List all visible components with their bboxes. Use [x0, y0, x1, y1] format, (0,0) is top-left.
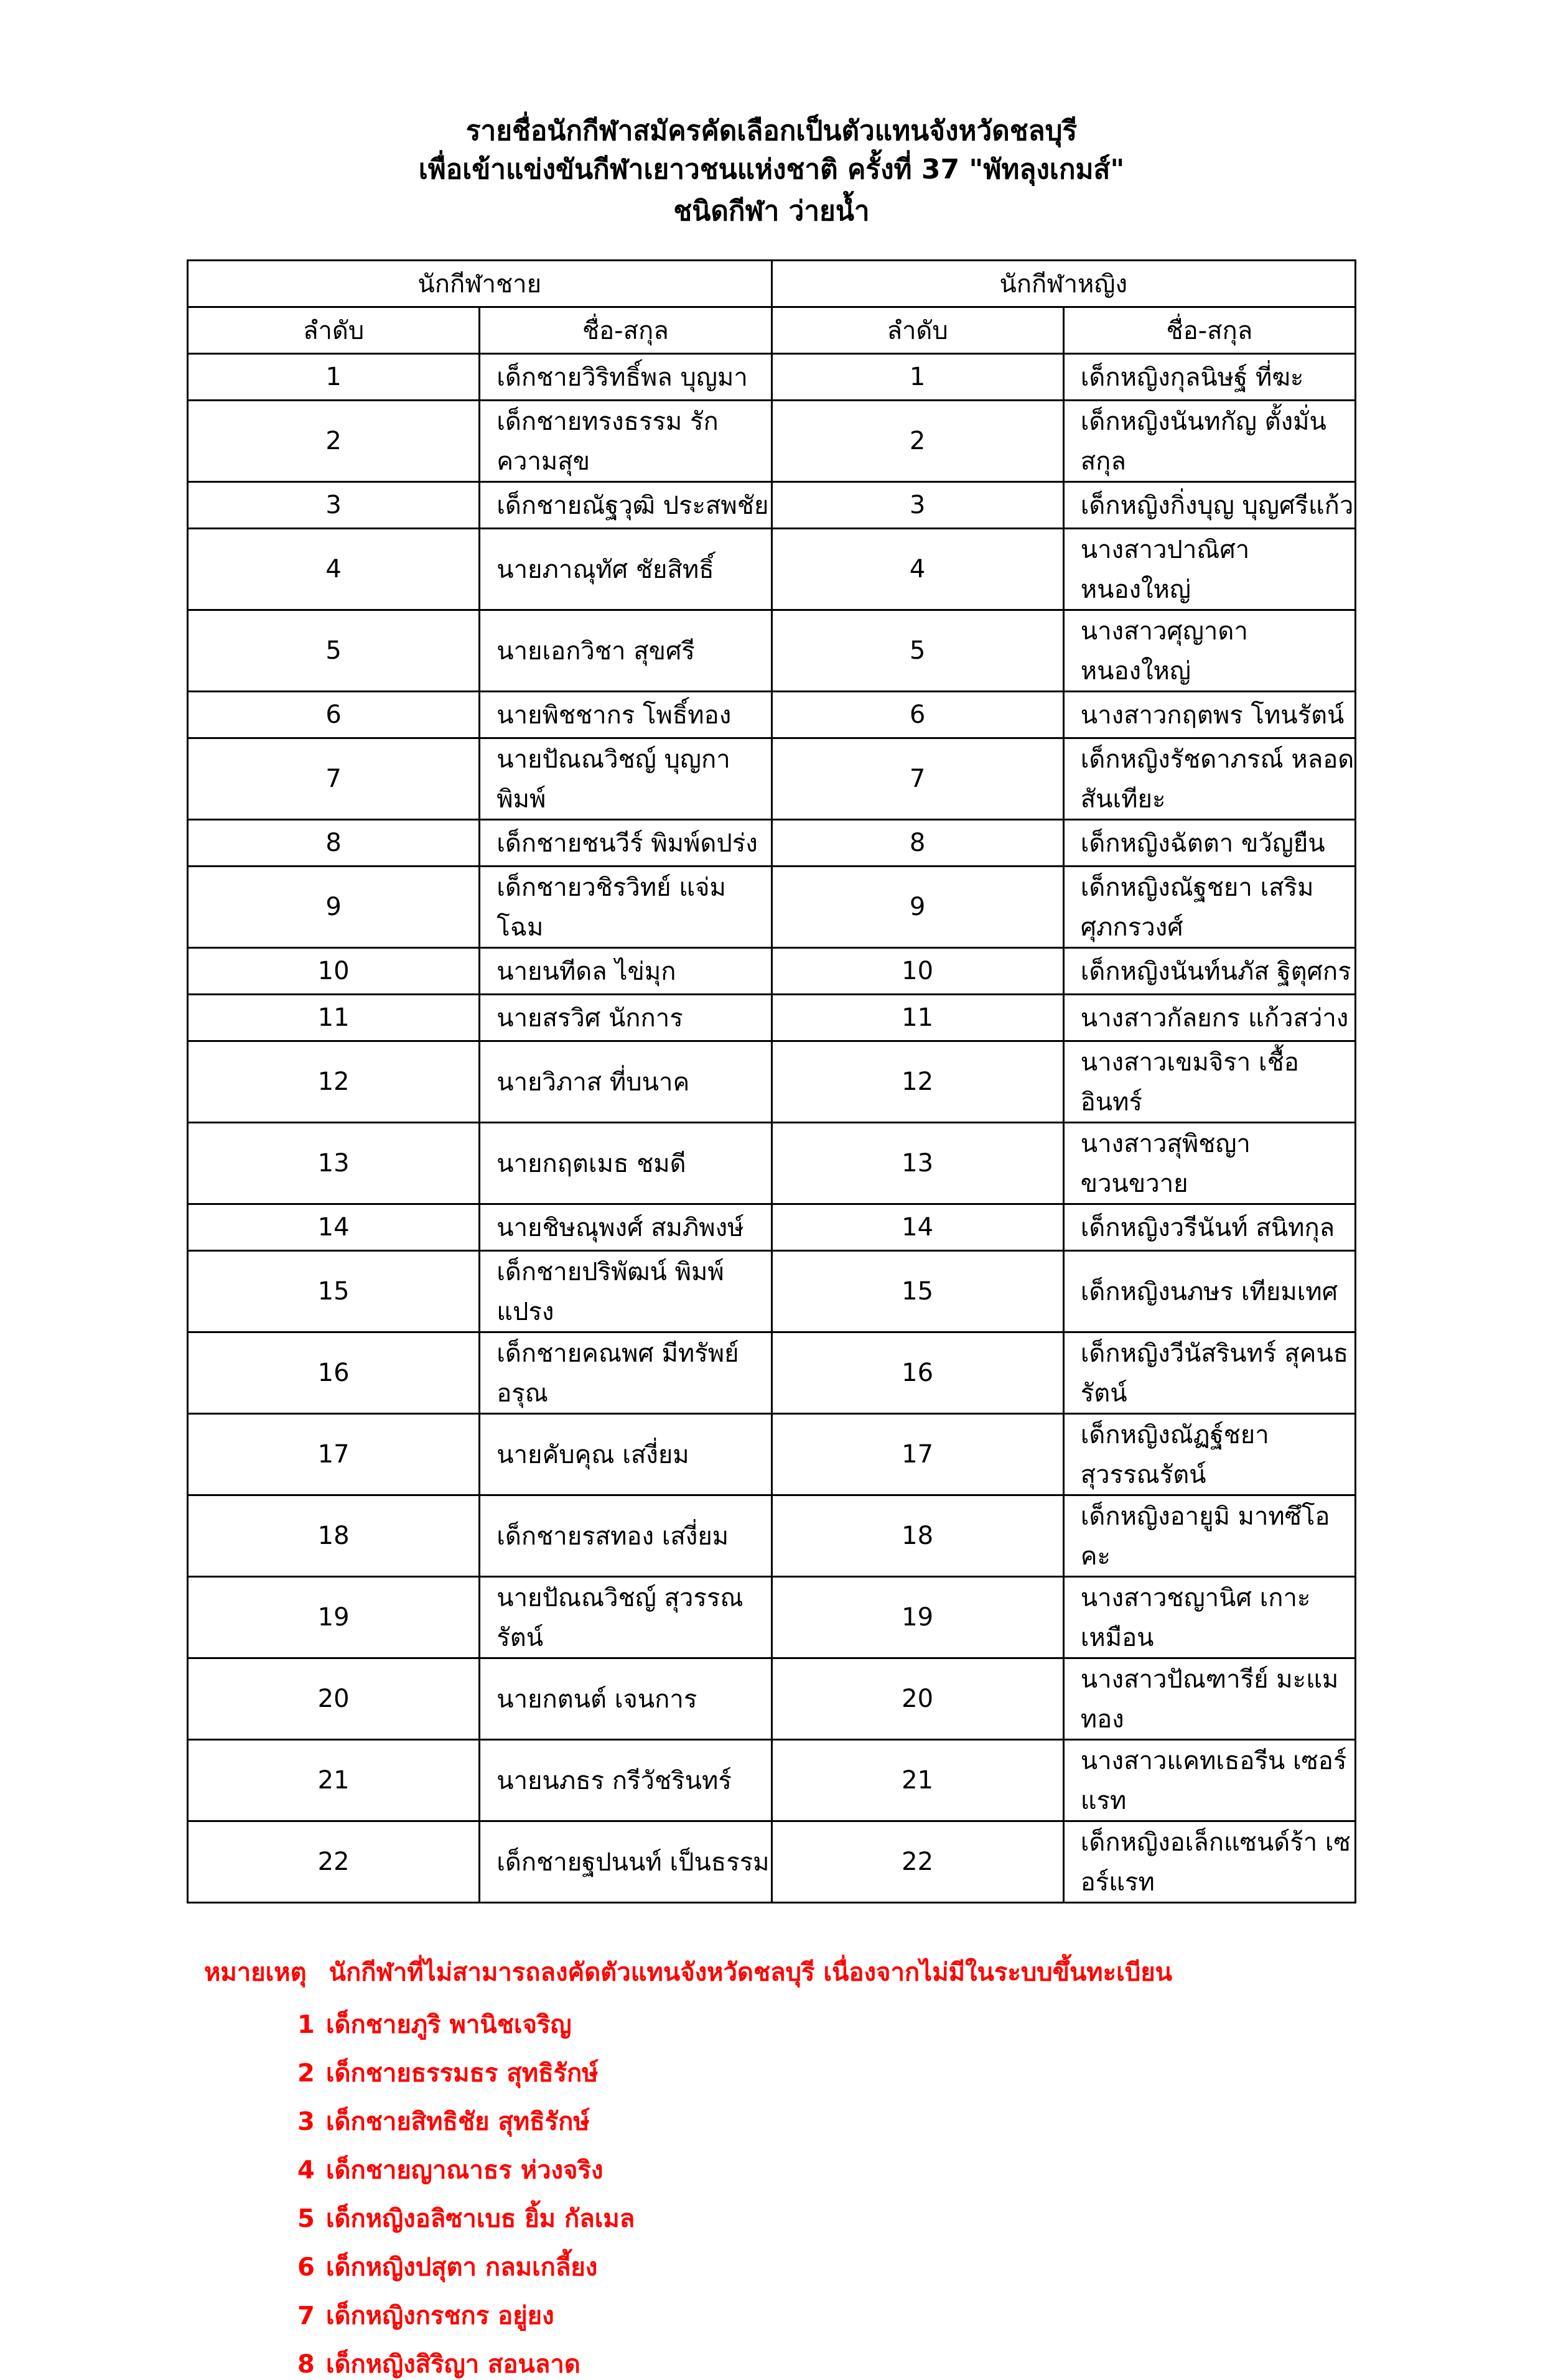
note-item-number: 4: [297, 2156, 315, 2185]
cell-male-no: 2: [188, 401, 480, 482]
cell-female-name: นางสาวชญานิศ เกาะเหมือน: [1063, 1577, 1355, 1658]
cell-male-no: 22: [188, 1821, 480, 1903]
cell-male-no: 6: [188, 692, 480, 738]
cell-female-no: 1: [772, 354, 1063, 401]
cell-female-name: เด็กหญิงนภษร เทียมเทศ: [1063, 1251, 1355, 1332]
cell-male-no: 1: [188, 354, 480, 401]
note-item-name: เด็กชายสิทธิชัย สุทธิรักษ์: [325, 2108, 590, 2137]
note-item-number: 5: [297, 2205, 315, 2234]
cell-male-no: 13: [188, 1123, 480, 1204]
note-item: [204, 2058, 1356, 2089]
cell-female-name: นางสาวกฤตพร โทนรัตน์: [1063, 692, 1355, 738]
cell-female-no: 4: [772, 529, 1063, 610]
note-item: [204, 2349, 1356, 2380]
column-header-female-name: ชื่อ-สกุล: [1063, 307, 1355, 354]
cell-female-name: นางสาวกัลยกร แก้วสว่าง: [1063, 995, 1355, 1041]
cell-male-name: เด็กชายณัฐวุฒิ ประสพชัย: [480, 482, 772, 529]
cell-male-name: นายวิภาส ที่บนาค: [480, 1041, 772, 1123]
cell-male-name: นายปัณณวิชญ์ สุวรรณรัตน์: [480, 1577, 772, 1658]
cell-female-name: เด็กหญิงณัฏฐ์ชยา สุวรรณรัตน์: [1063, 1414, 1355, 1495]
cell-male-name: นายนทีดล ไข่มุก: [480, 948, 772, 995]
table-head: [188, 261, 1356, 354]
cell-female-name: เด็กหญิงกิ่งบุญ บุญศรีแก้ว: [1063, 482, 1355, 529]
title-line-sport: ชนิดกีฬา ว่ายน้ำ: [673, 195, 870, 227]
cell-female-name: นางสาวปาณิศา หนองใหญ่: [1063, 529, 1355, 610]
notes-title: [204, 1952, 1356, 1992]
table-row: [188, 1041, 1356, 1123]
note-item: [204, 2300, 1356, 2331]
cell-female-no: 20: [772, 1658, 1063, 1740]
cell-male-name: เด็กชายทรงธรรม รักความสุข: [480, 401, 772, 482]
note-item-name: เด็กหญิงสิริญา สอนลาด: [325, 2350, 580, 2379]
cell-male-name: นายสรวิศ นักการ: [480, 995, 772, 1041]
cell-male-no: 7: [188, 738, 480, 820]
cell-female-no: 6: [772, 692, 1063, 738]
note-item-name: เด็กชายภูริ พานิชเจริญ: [325, 2010, 572, 2040]
cell-male-no: 3: [188, 482, 480, 529]
cell-female-no: 22: [772, 1821, 1063, 1903]
cell-female-no: 19: [772, 1577, 1063, 1658]
cell-female-name: เด็กหญิงนันทกัญ ตั้งมั่นสกุล: [1063, 401, 1355, 482]
cell-female-name: เด็กหญิงรัชดาภรณ์ หลอดสันเทียะ: [1063, 738, 1355, 820]
cell-female-no: 12: [772, 1041, 1063, 1123]
table-row: [188, 820, 1356, 867]
column-header-female-no: ลำดับ: [772, 307, 1063, 354]
table-row: [188, 1123, 1356, 1204]
note-item-name: เด็กหญิงปสุตา กลมเกลี้ยง: [325, 2253, 598, 2282]
cell-female-name: นางสาวเขมจิรา เชื้ออินทร์: [1063, 1041, 1355, 1123]
cell-male-no: 18: [188, 1495, 480, 1577]
table-row: [188, 401, 1356, 482]
table-body: [188, 354, 1356, 1903]
cell-male-name: เด็กชายชนวีร์ พิมพ์ดปร่ง: [480, 820, 772, 867]
cell-male-no: 9: [188, 867, 480, 948]
cell-male-name: นายนภธร กรีวัชรินทร์: [480, 1740, 772, 1821]
table-row: [188, 482, 1356, 529]
cell-male-no: 10: [188, 948, 480, 995]
cell-male-no: 15: [188, 1251, 480, 1332]
cell-female-name: เด็กหญิงอเล็กแซนด์ร้า เซอร์แรท: [1063, 1821, 1355, 1903]
note-item-name: เด็กหญิงอลิซาเบธ ยิ้ม กัลเมล: [325, 2205, 635, 2234]
note-item: [204, 2252, 1356, 2283]
cell-male-name: เด็กชายวิริทธิ์พล บุญมา: [480, 354, 772, 401]
notes-label: หมายเหตุ: [204, 1958, 307, 1987]
table-row: [188, 948, 1356, 995]
cell-male-no: 17: [188, 1414, 480, 1495]
cell-female-no: 17: [772, 1414, 1063, 1495]
cell-male-name: นายปัณณวิชญ์ บุญกาพิมพ์: [480, 738, 772, 820]
group-header-female: นักกีฬาหญิง: [772, 261, 1356, 307]
note-item: [204, 2009, 1356, 2040]
table-row: [188, 738, 1356, 820]
cell-male-name: นายพิชชากร โพธิ์ทอง: [480, 692, 772, 738]
note-item-number: 3: [297, 2108, 315, 2137]
cell-male-name: เด็กชายวชิรวิทย์ แจ่มโฉม: [480, 867, 772, 948]
cell-female-name: เด็กหญิงณัฐชยา เสริมศุภกรวงศ์: [1063, 867, 1355, 948]
notes-text: นักกีฬาที่ไม่สามารถลงคัดตัวแทนจังหวัดชลบุรี เนื่องจากไม่มีในระบบขึ้นทะเบียน: [329, 1958, 1172, 1987]
table-row: [188, 867, 1356, 948]
column-header-male-no: ลำดับ: [188, 307, 480, 354]
cell-female-name: เด็กหญิงอายูมิ มาทซึโอคะ: [1063, 1495, 1355, 1577]
cell-female-no: 2: [772, 401, 1063, 482]
cell-female-name: เด็กหญิงกุลนิษฐ์ ที่ฆะ: [1063, 354, 1355, 401]
table-row: [188, 1495, 1356, 1577]
group-header-male: นักกีฬาชาย: [188, 261, 772, 307]
table-row: [188, 1204, 1356, 1251]
cell-male-no: 21: [188, 1740, 480, 1821]
athlete-roster-table: [187, 259, 1356, 1904]
table-row: [188, 1414, 1356, 1495]
table-row: [188, 610, 1356, 692]
table-row: [188, 1740, 1356, 1821]
table-row: [188, 354, 1356, 401]
cell-female-name: เด็กหญิงนันท์นภัส ฐิตุศกร: [1063, 948, 1355, 995]
table-row: [188, 1821, 1356, 1903]
cell-female-no: 10: [772, 948, 1063, 995]
note-item-name: เด็กชายธรรมธร สุทธิรักษ์: [325, 2059, 599, 2088]
cell-male-no: 4: [188, 529, 480, 610]
note-item-number: 7: [297, 2302, 315, 2331]
cell-male-no: 11: [188, 995, 480, 1041]
table-row: [188, 1251, 1356, 1332]
cell-female-name: เด็กหญิงวรีนันท์ สนิทกุล: [1063, 1204, 1355, 1251]
cell-male-name: นายคับคุณ เสงี่ยม: [480, 1414, 772, 1495]
cell-male-no: 8: [188, 820, 480, 867]
title-line-2: เพื่อเข้าแข่งขันกีฬาเยาวชนแห่งชาติ ครั้งที่ 37 "พัทลุงเกมส์": [418, 154, 1125, 186]
note-item-number: 6: [297, 2253, 315, 2282]
cell-male-name: นายกฤตเมธ ชมดี: [480, 1123, 772, 1204]
column-header-male-name: ชื่อ-สกุล: [480, 307, 772, 354]
cell-female-no: 18: [772, 1495, 1063, 1577]
table-row: [188, 1658, 1356, 1740]
table-group-header-row: [188, 261, 1356, 307]
cell-female-name: นางสาวสุพิชญา ขวนขวาย: [1063, 1123, 1355, 1204]
cell-male-name: เด็กชายฐปนนท์ เป็นธรรม: [480, 1821, 772, 1903]
cell-male-no: 19: [188, 1577, 480, 1658]
cell-female-no: 21: [772, 1740, 1063, 1821]
cell-male-name: นายกตนต์ เจนการ: [480, 1658, 772, 1740]
note-item-number: 2: [297, 2059, 315, 2088]
notes-section: [187, 1952, 1356, 2380]
document-title-block: [187, 112, 1356, 231]
table-row: [188, 1577, 1356, 1658]
note-item: [204, 2106, 1356, 2137]
notes-list: [204, 2009, 1356, 2380]
cell-male-no: 5: [188, 610, 480, 692]
note-item-number: 8: [297, 2350, 315, 2379]
table-row: [188, 1332, 1356, 1414]
cell-female-name: นางสาวศุญาดา หนองใหญ่: [1063, 610, 1355, 692]
cell-female-no: 9: [772, 867, 1063, 948]
table-row: [188, 692, 1356, 738]
cell-female-no: 11: [772, 995, 1063, 1041]
table-row: [188, 995, 1356, 1041]
table-row: [188, 529, 1356, 610]
cell-male-no: 12: [188, 1041, 480, 1123]
cell-female-name: เด็กหญิงฉัตตา ขวัญยืน: [1063, 820, 1355, 867]
cell-male-name: เด็กชายปริพัฒน์ พิมพ์แปรง: [480, 1251, 772, 1332]
cell-female-name: นางสาวปัณฑารีย์ มะแมทอง: [1063, 1658, 1355, 1740]
cell-female-no: 8: [772, 820, 1063, 867]
cell-female-no: 7: [772, 738, 1063, 820]
cell-female-no: 15: [772, 1251, 1063, 1332]
cell-male-name: เด็กชายรสทอง เสงี่ยม: [480, 1495, 772, 1577]
cell-female-no: 5: [772, 610, 1063, 692]
cell-female-no: 13: [772, 1123, 1063, 1204]
title-line-1: รายชื่อนักกีฬาสมัครคัดเลือกเป็นตัวแทนจังหวัดชลบุรี: [465, 115, 1078, 147]
cell-female-name: นางสาวแคทเธอรีน เซอร์แรท: [1063, 1740, 1355, 1821]
note-item: [204, 2203, 1356, 2234]
cell-female-no: 3: [772, 482, 1063, 529]
cell-male-no: 16: [188, 1332, 480, 1414]
cell-female-name: เด็กหญิงวีนัสรินทร์ สุคนธรัตน์: [1063, 1332, 1355, 1414]
cell-male-name: นายเอกวิชา สุขศรี: [480, 610, 772, 692]
cell-male-no: 20: [188, 1658, 480, 1740]
cell-female-no: 14: [772, 1204, 1063, 1251]
note-item-name: เด็กหญิงกรชกร อยู่ยง: [325, 2302, 554, 2331]
cell-female-no: 16: [772, 1332, 1063, 1414]
note-item-name: เด็กชายญาณาธร ห่วงจริง: [325, 2156, 604, 2185]
note-item-number: 1: [297, 2010, 315, 2040]
cell-male-name: นายภาณุทัศ ชัยสิทธิ์: [480, 529, 772, 610]
cell-male-name: เด็กชายคณพศ มีทรัพย์อรุณ: [480, 1332, 772, 1414]
cell-male-name: นายชิษณุพงศ์ สมภิพงษ์: [480, 1204, 772, 1251]
table-sub-header-row: [188, 307, 1356, 354]
cell-male-no: 14: [188, 1204, 480, 1251]
